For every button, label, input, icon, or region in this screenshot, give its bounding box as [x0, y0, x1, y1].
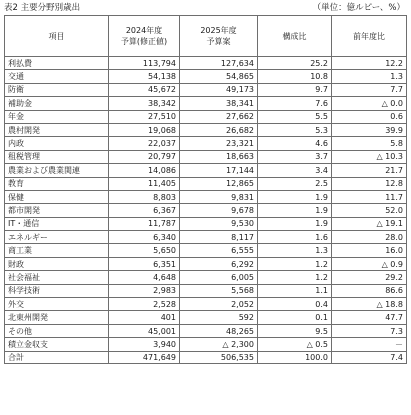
row-label: 社会福祉 — [5, 271, 109, 284]
cell-share: △ 0.5 — [258, 338, 332, 351]
table-row — [5, 177, 407, 190]
cell-fy2025: 54,865 — [180, 70, 258, 83]
cell-share: 2.5 — [258, 177, 332, 190]
row-label: その他 — [5, 324, 109, 337]
cell-share: 1.9 — [258, 217, 332, 230]
cell-yoy: △ 18.8 — [332, 298, 407, 311]
cell-fy2024: 2,528 — [109, 298, 180, 311]
cell-yoy: △ 10.3 — [332, 150, 407, 163]
cell-yoy: 86.6 — [332, 284, 407, 297]
table-row — [5, 83, 407, 96]
col-header-fy2024-line2: 予算(修正値) — [120, 37, 168, 46]
col-header-fy2025-line1: 2025年度 — [200, 26, 237, 35]
cell-share: 7.6 — [258, 97, 332, 110]
col-header-fy2025-line2: 予算案 — [206, 37, 231, 46]
cell-fy2025: 48,265 — [180, 324, 258, 337]
row-label: 積立金収支 — [5, 338, 109, 351]
cell-fy2025: 6,555 — [180, 244, 258, 257]
cell-yoy: 11.7 — [332, 190, 407, 203]
cell-fy2025: 18,663 — [180, 150, 258, 163]
row-label: 農業および農業関連 — [5, 164, 109, 177]
cell-fy2025: 592 — [180, 311, 258, 324]
cell-fy2025: 127,634 — [180, 57, 258, 70]
header-row — [5, 16, 407, 57]
cell-share: 3.4 — [258, 164, 332, 177]
table-row — [5, 57, 407, 70]
cell-yoy: 1.3 — [332, 70, 407, 83]
row-label: エネルギー — [5, 231, 109, 244]
table-row — [5, 190, 407, 203]
table-row — [5, 97, 407, 110]
table-row — [5, 164, 407, 177]
cell-yoy: △ 0.9 — [332, 257, 407, 270]
cell-share: 9.7 — [258, 83, 332, 96]
cell-yoy: 7.7 — [332, 83, 407, 96]
row-label: 教育 — [5, 177, 109, 190]
cell-fy2024: 8,803 — [109, 190, 180, 203]
table-row — [5, 271, 407, 284]
table-row — [5, 137, 407, 150]
cell-yoy: 7.3 — [332, 324, 407, 337]
row-label: 科学技術 — [5, 284, 109, 297]
table-row — [5, 231, 407, 244]
cell-fy2024: 6,351 — [109, 257, 180, 270]
col-header-yoy: 前年度比 — [332, 16, 407, 57]
cell-share: 9.5 — [258, 324, 332, 337]
cell-yoy: 12.8 — [332, 177, 407, 190]
cell-fy2024: 54,138 — [109, 70, 180, 83]
cell-fy2024: 38,342 — [109, 97, 180, 110]
total-share: 100.0 — [258, 351, 332, 363]
cell-fy2025: 49,173 — [180, 83, 258, 96]
cell-yoy: 12.2 — [332, 57, 407, 70]
cell-fy2025: 2,052 — [180, 298, 258, 311]
table-header-line — [4, 2, 405, 14]
cell-fy2024: 45,672 — [109, 83, 180, 96]
table-row — [5, 298, 407, 311]
cell-fy2024: 6,340 — [109, 231, 180, 244]
cell-fy2024: 19,068 — [109, 123, 180, 136]
cell-fy2024: 27,510 — [109, 110, 180, 123]
cell-fy2025: 27,662 — [180, 110, 258, 123]
row-label: 都市開発 — [5, 204, 109, 217]
cell-share: 1.9 — [258, 204, 332, 217]
cell-fy2025: 23,321 — [180, 137, 258, 150]
cell-fy2024: 2,983 — [109, 284, 180, 297]
table-row — [5, 338, 407, 351]
cell-yoy: 5.8 — [332, 137, 407, 150]
cell-yoy: 16.0 — [332, 244, 407, 257]
row-label: 北東州開発 — [5, 311, 109, 324]
total-yoy: 7.4 — [332, 351, 407, 363]
cell-yoy: 29.2 — [332, 271, 407, 284]
cell-share: 0.4 — [258, 298, 332, 311]
row-label: 商工業 — [5, 244, 109, 257]
cell-fy2025: 12,865 — [180, 177, 258, 190]
cell-fy2025: 6,005 — [180, 271, 258, 284]
table-row — [5, 311, 407, 324]
cell-yoy: 47.7 — [332, 311, 407, 324]
row-label: 年金 — [5, 110, 109, 123]
cell-share: 4.6 — [258, 137, 332, 150]
cell-fy2025: 38,341 — [180, 97, 258, 110]
table-row — [5, 150, 407, 163]
cell-fy2025: 9,678 — [180, 204, 258, 217]
cell-fy2024: 4,648 — [109, 271, 180, 284]
row-label: 租税管理 — [5, 150, 109, 163]
cell-fy2024: 401 — [109, 311, 180, 324]
col-header-fy2024-line1: 2024年度 — [125, 26, 163, 35]
table-body — [5, 57, 407, 352]
table-row — [5, 110, 407, 123]
cell-share: 1.9 — [258, 190, 332, 203]
cell-fy2024: 20,797 — [109, 150, 180, 163]
cell-yoy: △ 19.1 — [332, 217, 407, 230]
col-header-fy2025 — [180, 16, 258, 57]
cell-share: 10.8 — [258, 70, 332, 83]
cell-share: 1.2 — [258, 271, 332, 284]
total-label: 合計 — [5, 351, 109, 363]
cell-fy2024: 45,001 — [109, 324, 180, 337]
col-header-fy2024 — [109, 16, 180, 57]
row-label: 交通 — [5, 70, 109, 83]
cell-share: 0.1 — [258, 311, 332, 324]
cell-fy2025: 6,292 — [180, 257, 258, 270]
cell-yoy: 28.0 — [332, 231, 407, 244]
total-fy2024: 471,649 — [109, 351, 180, 363]
cell-share: 3.7 — [258, 150, 332, 163]
col-header-share: 構成比 — [258, 16, 332, 57]
cell-yoy: △ 0.0 — [332, 97, 407, 110]
row-label: 農村開発 — [5, 123, 109, 136]
cell-fy2025: △ 2,300 — [180, 338, 258, 351]
cell-yoy: － — [332, 338, 407, 351]
table-row — [5, 217, 407, 230]
col-header-item: 項目 — [5, 16, 109, 57]
cell-share: 1.1 — [258, 284, 332, 297]
row-label: 防衛 — [5, 83, 109, 96]
table-row — [5, 244, 407, 257]
total-row — [5, 351, 407, 363]
unit-note: （単位：億ルピー、%） — [312, 3, 405, 13]
cell-yoy: 0.6 — [332, 110, 407, 123]
cell-yoy: 39.9 — [332, 123, 407, 136]
row-label: 外交 — [5, 298, 109, 311]
table-row — [5, 324, 407, 337]
cell-fy2025: 26,682 — [180, 123, 258, 136]
cell-fy2024: 3,940 — [109, 338, 180, 351]
cell-fy2025: 9,530 — [180, 217, 258, 230]
cell-share: 5.5 — [258, 110, 332, 123]
cell-share: 1.6 — [258, 231, 332, 244]
row-label: 内政 — [5, 137, 109, 150]
row-label: IT・通信 — [5, 217, 109, 230]
table-row — [5, 284, 407, 297]
cell-fy2024: 6,367 — [109, 204, 180, 217]
cell-share: 1.2 — [258, 257, 332, 270]
cell-fy2025: 9,831 — [180, 190, 258, 203]
cell-fy2024: 22,037 — [109, 137, 180, 150]
cell-fy2025: 5,568 — [180, 284, 258, 297]
cell-fy2024: 5,650 — [109, 244, 180, 257]
expenditure-table — [4, 15, 407, 364]
cell-yoy: 52.0 — [332, 204, 407, 217]
cell-fy2024: 113,794 — [109, 57, 180, 70]
row-label: 利払費 — [5, 57, 109, 70]
table-row — [5, 70, 407, 83]
cell-fy2024: 14,086 — [109, 164, 180, 177]
table-row — [5, 204, 407, 217]
cell-yoy: 21.7 — [332, 164, 407, 177]
cell-share: 5.3 — [258, 123, 332, 136]
cell-fy2024: 11,787 — [109, 217, 180, 230]
cell-fy2025: 17,144 — [180, 164, 258, 177]
cell-fy2024: 11,405 — [109, 177, 180, 190]
cell-fy2025: 8,117 — [180, 231, 258, 244]
total-fy2025: 506,535 — [180, 351, 258, 363]
cell-share: 25.2 — [258, 57, 332, 70]
table-row — [5, 123, 407, 136]
table-row — [5, 257, 407, 270]
row-label: 保健 — [5, 190, 109, 203]
row-label: 財政 — [5, 257, 109, 270]
row-label: 補助金 — [5, 97, 109, 110]
table-title: 表2 主要分野別歳出 — [4, 3, 81, 13]
cell-share: 1.3 — [258, 244, 332, 257]
